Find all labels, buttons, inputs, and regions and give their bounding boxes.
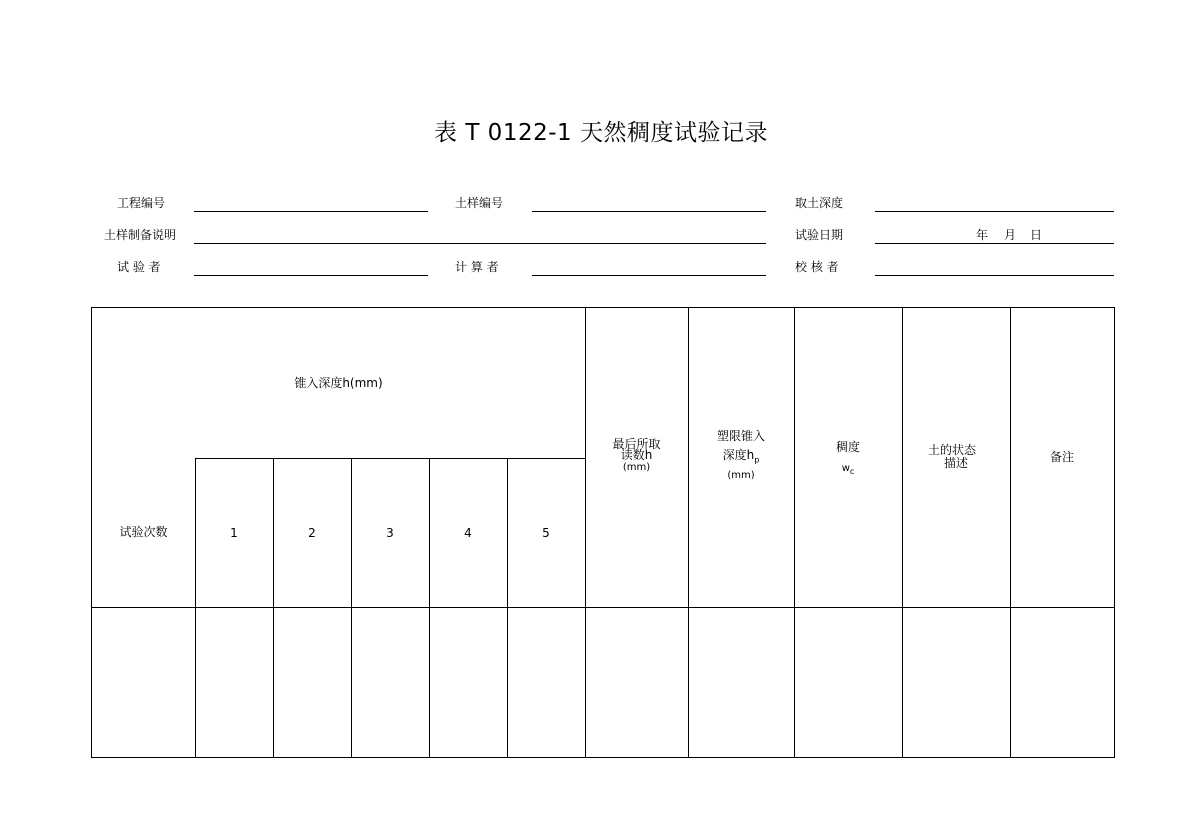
final-reading-line2: 读数h xyxy=(620,448,653,462)
plastic-limit-line3: (mm) xyxy=(727,470,755,481)
data-cell-trial-2[interactable] xyxy=(274,608,351,757)
calculator-field[interactable] xyxy=(532,275,766,276)
data-cell-trial-3[interactable] xyxy=(352,608,429,757)
checker-label: 校 核 者 xyxy=(795,260,839,274)
sample-no-label: 土样编号 xyxy=(455,196,504,210)
tester-field[interactable] xyxy=(194,275,428,276)
trial-1-label: 1 xyxy=(230,526,238,540)
data-cell-trial-1[interactable] xyxy=(196,608,273,757)
data-cell-remarks[interactable] xyxy=(1011,608,1114,757)
test-date-label: 试验日期 xyxy=(795,228,844,242)
trial-count-label: 试验次数 xyxy=(119,525,168,539)
data-cell-trial-5[interactable] xyxy=(508,608,585,757)
project-no-label: 工程编号 xyxy=(117,196,166,210)
project-no-field[interactable] xyxy=(194,211,428,212)
date-year: 年 xyxy=(976,228,989,242)
date-month: 月 xyxy=(1004,228,1017,242)
test-date-field[interactable] xyxy=(875,243,1114,244)
remarks-header: 备注 xyxy=(1049,450,1074,464)
sample-prep-field[interactable] xyxy=(194,243,766,244)
checker-field[interactable] xyxy=(875,275,1114,276)
data-cell-trial-4[interactable] xyxy=(430,608,507,757)
soil-state-line1: 土的状态 xyxy=(927,443,976,457)
data-cell-consistency[interactable] xyxy=(795,608,902,757)
data-cell-final-reading[interactable] xyxy=(586,608,688,757)
sampling-depth-field[interactable] xyxy=(875,211,1114,212)
tester-label: 试 验 者 xyxy=(117,260,161,274)
consistency-line2: $w_c$ xyxy=(841,463,855,476)
soil-state-line2: 描述 xyxy=(943,456,968,470)
final-reading-line3: (mm) xyxy=(622,462,651,473)
final-reading-line1: 最后所取 xyxy=(612,437,661,451)
plastic-limit-line2: 深度$h_p$ xyxy=(722,448,760,465)
trial-3-label: 3 xyxy=(386,526,394,540)
trial-4-label: 4 xyxy=(464,526,472,540)
sample-prep-label: 土样制备说明 xyxy=(104,228,177,242)
calculator-label: 计 算 者 xyxy=(455,260,499,274)
data-cell-plastic-limit[interactable] xyxy=(689,608,794,757)
date-day: 日 xyxy=(1030,228,1043,242)
sample-no-field[interactable] xyxy=(532,211,766,212)
sampling-depth-label: 取土深度 xyxy=(795,196,844,210)
plastic-limit-line1: 塑限锥入 xyxy=(716,429,765,443)
cone-depth-header: 锥入深度h(mm) xyxy=(294,376,383,390)
record-table xyxy=(91,307,1115,758)
data-cell-soil-state[interactable] xyxy=(903,608,1010,757)
consistency-line1: 稠度 xyxy=(835,440,860,454)
data-row xyxy=(92,608,1114,757)
data-cell-trial-count[interactable] xyxy=(92,608,195,757)
row-divider-header xyxy=(195,458,585,459)
page-title: 表 T 0122-1 天然稠度试验记录 xyxy=(434,120,768,146)
trial-2-label: 2 xyxy=(308,526,316,540)
trial-5-label: 5 xyxy=(542,526,550,540)
